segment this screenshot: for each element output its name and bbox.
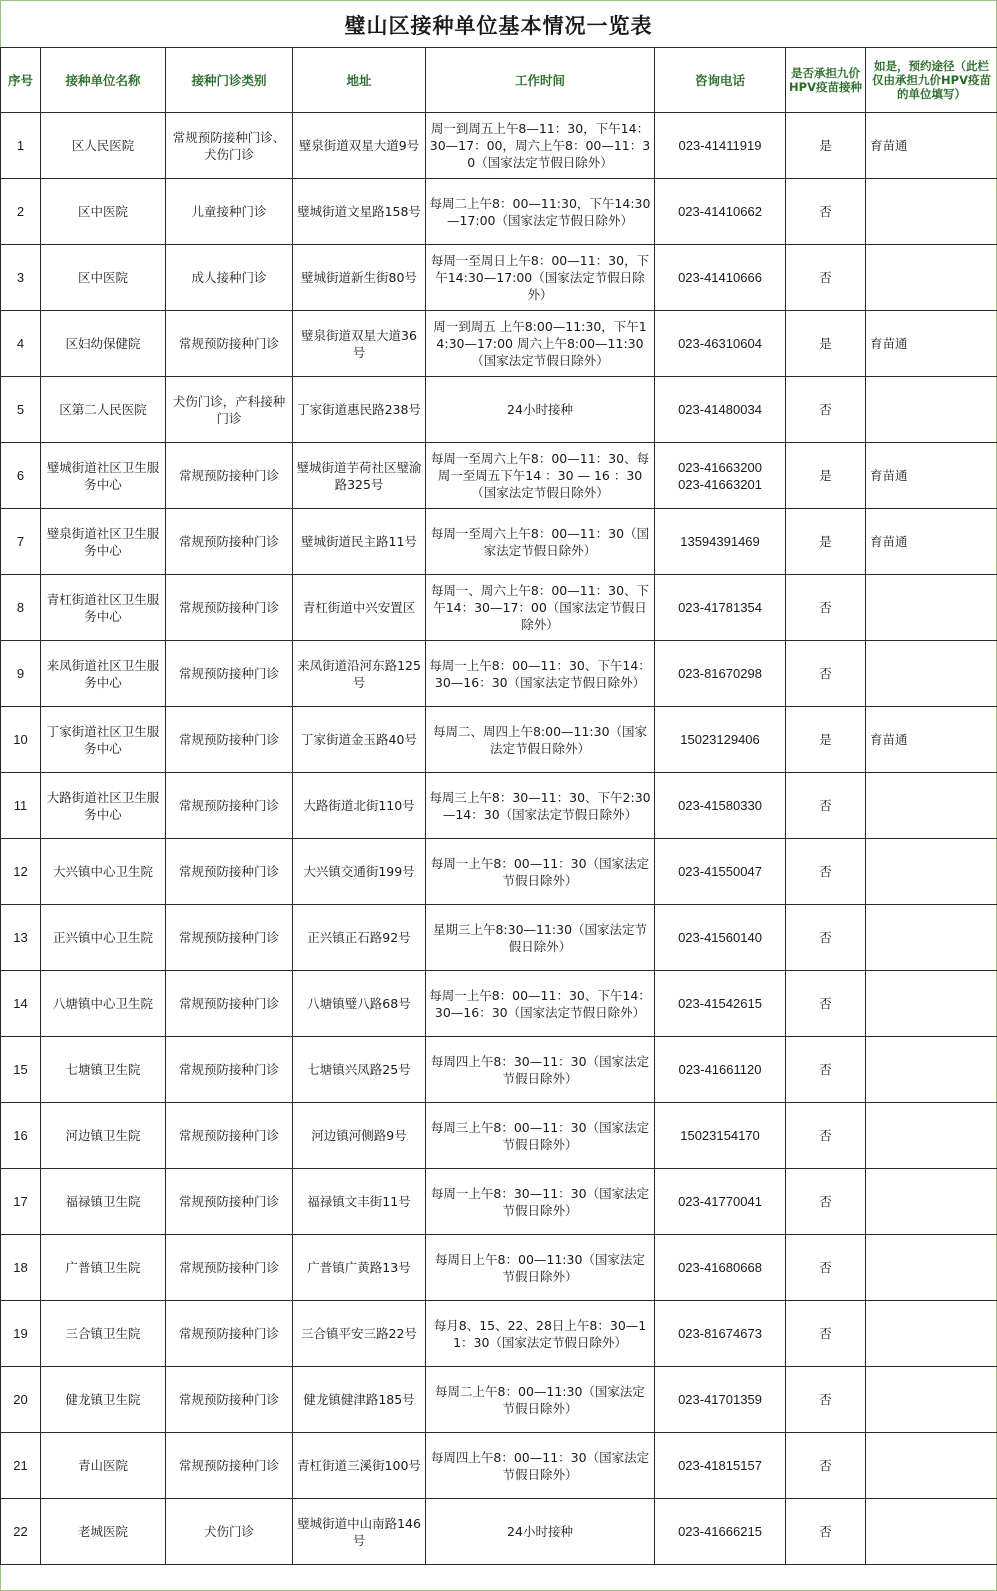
cell-hours: 星期三上午8:30—11:30（国家法定节假日除外） bbox=[426, 905, 655, 971]
cell-phone: 023-41410662 bbox=[655, 179, 786, 245]
cell-unit-name: 来凤街道社区卫生服务中心 bbox=[41, 641, 166, 707]
cell-hpv: 否 bbox=[786, 179, 866, 245]
cell-phone: 023-41770041 bbox=[655, 1169, 786, 1235]
cell-address: 璧泉街道双星大道36号 bbox=[293, 311, 426, 377]
cell-category: 常规预防接种门诊 bbox=[166, 641, 293, 707]
cell-no: 18 bbox=[1, 1235, 41, 1301]
cell-unit-name: 河边镇卫生院 bbox=[41, 1103, 166, 1169]
cell-unit-name: 七塘镇卫生院 bbox=[41, 1037, 166, 1103]
cell-booking bbox=[866, 1301, 997, 1367]
cell-hours: 每周三上午8：30—11：30、下午2:30—14：30（国家法定节假日除外） bbox=[426, 773, 655, 839]
cell-address: 正兴镇正石路92号 bbox=[293, 905, 426, 971]
cell-unit-name: 八塘镇中心卫生院 bbox=[41, 971, 166, 1037]
cell-booking bbox=[866, 971, 997, 1037]
cell-booking bbox=[866, 1103, 997, 1169]
cell-phone: 023-41480034 bbox=[655, 377, 786, 443]
cell-hpv: 否 bbox=[786, 839, 866, 905]
cell-phone: 023-41680668 bbox=[655, 1235, 786, 1301]
cell-category: 常规预防接种门诊 bbox=[166, 509, 293, 575]
cell-no: 14 bbox=[1, 971, 41, 1037]
cell-no: 8 bbox=[1, 575, 41, 641]
cell-unit-name: 三合镇卫生院 bbox=[41, 1301, 166, 1367]
cell-booking bbox=[866, 773, 997, 839]
header-address: 地址 bbox=[293, 48, 426, 113]
cell-hpv: 是 bbox=[786, 707, 866, 773]
cell-booking bbox=[866, 377, 997, 443]
cell-address: 三合镇平安三路22号 bbox=[293, 1301, 426, 1367]
cell-phone: 13594391469 bbox=[655, 509, 786, 575]
cell-no: 15 bbox=[1, 1037, 41, 1103]
cell-hours: 每周一至周六上午8：00—11：30（国家法定节假日除外） bbox=[426, 509, 655, 575]
cell-booking bbox=[866, 1499, 997, 1565]
cell-no: 19 bbox=[1, 1301, 41, 1367]
table-row bbox=[1, 509, 997, 575]
cell-booking: 育苗通 bbox=[866, 113, 997, 179]
cell-hpv: 否 bbox=[786, 1169, 866, 1235]
cell-hpv: 否 bbox=[786, 1499, 866, 1565]
cell-hpv: 否 bbox=[786, 575, 866, 641]
cell-booking: 育苗通 bbox=[866, 509, 997, 575]
cell-phone: 023-81674673 bbox=[655, 1301, 786, 1367]
cell-no: 16 bbox=[1, 1103, 41, 1169]
table-header-row bbox=[1, 48, 997, 113]
cell-hours: 周一到周五 上午8:00—11:30，下午14:30—17:00 周六上午8:00—11:30（国家法定节假日除外） bbox=[426, 311, 655, 377]
cell-no: 3 bbox=[1, 245, 41, 311]
cell-hours: 周一到周五上午8—11：30，下午14：30—17：00，周六上午8：00—11：30（国家法定节假日除外） bbox=[426, 113, 655, 179]
cell-booking bbox=[866, 905, 997, 971]
header-name: 接种单位名称 bbox=[41, 48, 166, 113]
table-row bbox=[1, 1103, 997, 1169]
cell-phone: 023-46310604 bbox=[655, 311, 786, 377]
cell-category: 成人接种门诊 bbox=[166, 245, 293, 311]
cell-category: 常规预防接种门诊 bbox=[166, 575, 293, 641]
cell-hours: 每周三上午8：00—11：30（国家法定节假日除外） bbox=[426, 1103, 655, 1169]
cell-address: 丁家街道惠民路238号 bbox=[293, 377, 426, 443]
cell-phone: 023-41411919 bbox=[655, 113, 786, 179]
cell-address: 八塘镇璧八路68号 bbox=[293, 971, 426, 1037]
cell-unit-name: 璧城街道社区卫生服务中心 bbox=[41, 443, 166, 509]
cell-address: 璧泉街道双星大道9号 bbox=[293, 113, 426, 179]
cell-category: 常规预防接种门诊 bbox=[166, 1367, 293, 1433]
header-phone: 咨询电话 bbox=[655, 48, 786, 113]
cell-address: 来凤街道沿河东路125号 bbox=[293, 641, 426, 707]
cell-category: 常规预防接种门诊 bbox=[166, 311, 293, 377]
cell-no: 12 bbox=[1, 839, 41, 905]
table-body bbox=[1, 113, 997, 1565]
cell-booking: 育苗通 bbox=[866, 311, 997, 377]
cell-hours: 每月8、15、22、28日上午8：30—11：30（国家法定节假日除外） bbox=[426, 1301, 655, 1367]
cell-booking bbox=[866, 1367, 997, 1433]
cell-hpv: 否 bbox=[786, 377, 866, 443]
cell-category: 常规预防接种门诊 bbox=[166, 707, 293, 773]
table-row bbox=[1, 1037, 997, 1103]
cell-hpv: 否 bbox=[786, 245, 866, 311]
cell-unit-name: 福禄镇卫生院 bbox=[41, 1169, 166, 1235]
cell-category: 常规预防接种门诊 bbox=[166, 1301, 293, 1367]
cell-no: 9 bbox=[1, 641, 41, 707]
cell-no: 2 bbox=[1, 179, 41, 245]
cell-booking bbox=[866, 179, 997, 245]
header-hours: 工作时间 bbox=[426, 48, 655, 113]
page-title: 璧山区接种单位基本情况一览表 bbox=[344, 13, 653, 38]
table-row bbox=[1, 179, 997, 245]
cell-address: 河边镇河侧路9号 bbox=[293, 1103, 426, 1169]
cell-unit-name: 丁家街道社区卫生服务中心 bbox=[41, 707, 166, 773]
cell-hpv: 否 bbox=[786, 1433, 866, 1499]
cell-phone: 023-41781354 bbox=[655, 575, 786, 641]
cell-unit-name: 区第二人民医院 bbox=[41, 377, 166, 443]
cell-no: 22 bbox=[1, 1499, 41, 1565]
cell-no: 6 bbox=[1, 443, 41, 509]
cell-hours: 每周一上午8：00—11：30（国家法定节假日除外） bbox=[426, 839, 655, 905]
cell-address: 璧城街道芋荷社区璧渝路325号 bbox=[293, 443, 426, 509]
table-row bbox=[1, 641, 997, 707]
cell-no: 17 bbox=[1, 1169, 41, 1235]
cell-address: 大兴镇交通街199号 bbox=[293, 839, 426, 905]
cell-address: 丁家街道金玉路40号 bbox=[293, 707, 426, 773]
cell-phone: 023-41663200 023-41663201 bbox=[655, 443, 786, 509]
cell-hpv: 是 bbox=[786, 113, 866, 179]
cell-phone: 023-41580330 bbox=[655, 773, 786, 839]
cell-address: 广普镇广黄路13号 bbox=[293, 1235, 426, 1301]
cell-hours: 每周四上午8：30—11：30（国家法定节假日除外） bbox=[426, 1037, 655, 1103]
cell-category: 常规预防接种门诊 bbox=[166, 1433, 293, 1499]
cell-hours: 每周一上午8：00—11：30、下午14：30—16：30（国家法定节假日除外） bbox=[426, 641, 655, 707]
cell-no: 5 bbox=[1, 377, 41, 443]
table-row bbox=[1, 1301, 997, 1367]
cell-address: 福禄镇文丰街11号 bbox=[293, 1169, 426, 1235]
cell-category: 常规预防接种门诊 bbox=[166, 443, 293, 509]
cell-phone: 023-41701359 bbox=[655, 1367, 786, 1433]
cell-address: 七塘镇兴凤路25号 bbox=[293, 1037, 426, 1103]
cell-no: 20 bbox=[1, 1367, 41, 1433]
cell-no: 11 bbox=[1, 773, 41, 839]
cell-phone: 023-41815157 bbox=[655, 1433, 786, 1499]
cell-category: 常规预防接种门诊 bbox=[166, 773, 293, 839]
cell-category: 常规预防接种门诊 bbox=[166, 905, 293, 971]
table-row bbox=[1, 971, 997, 1037]
cell-phone: 023-41560140 bbox=[655, 905, 786, 971]
cell-booking: 育苗通 bbox=[866, 707, 997, 773]
cell-phone: 023-41666215 bbox=[655, 1499, 786, 1565]
cell-hpv: 否 bbox=[786, 1301, 866, 1367]
cell-hpv: 否 bbox=[786, 905, 866, 971]
cell-category: 儿童接种门诊 bbox=[166, 179, 293, 245]
cell-address: 璧城街道文星路158号 bbox=[293, 179, 426, 245]
cell-hpv: 是 bbox=[786, 509, 866, 575]
cell-phone: 023-41550047 bbox=[655, 839, 786, 905]
cell-unit-name: 区中医院 bbox=[41, 245, 166, 311]
cell-address: 璧城街道新生街80号 bbox=[293, 245, 426, 311]
cell-hpv: 否 bbox=[786, 1037, 866, 1103]
table-row bbox=[1, 1499, 997, 1565]
cell-category: 常规预防接种门诊 bbox=[166, 971, 293, 1037]
vaccination-units-table bbox=[0, 47, 997, 1565]
cell-category: 常规预防接种门诊 bbox=[166, 1103, 293, 1169]
cell-address: 青杠街道三溪街100号 bbox=[293, 1433, 426, 1499]
header-category: 接种门诊类别 bbox=[166, 48, 293, 113]
cell-booking bbox=[866, 1235, 997, 1301]
cell-hours: 每周四上午8：00—11：30（国家法定节假日除外） bbox=[426, 1433, 655, 1499]
cell-address: 大路街道北街110号 bbox=[293, 773, 426, 839]
cell-hpv: 否 bbox=[786, 1103, 866, 1169]
cell-booking bbox=[866, 641, 997, 707]
cell-hours: 每周一、周六上午8：00—11：30、下午14：30—17：00（国家法定节假日除外） bbox=[426, 575, 655, 641]
cell-no: 13 bbox=[1, 905, 41, 971]
table-row bbox=[1, 1169, 997, 1235]
cell-no: 1 bbox=[1, 113, 41, 179]
cell-unit-name: 区人民医院 bbox=[41, 113, 166, 179]
cell-hours: 每周一上午8：00—11：30、下午14：30—16：30（国家法定节假日除外） bbox=[426, 971, 655, 1037]
cell-no: 4 bbox=[1, 311, 41, 377]
cell-unit-name: 健龙镇卫生院 bbox=[41, 1367, 166, 1433]
cell-hpv: 否 bbox=[786, 1235, 866, 1301]
cell-unit-name: 区妇幼保健院 bbox=[41, 311, 166, 377]
table-row bbox=[1, 1367, 997, 1433]
cell-category: 常规预防接种门诊 bbox=[166, 839, 293, 905]
cell-phone: 023-41661120 bbox=[655, 1037, 786, 1103]
header-booking: 如是，预约途径（此栏仅由承担九价HPV疫苗的单位填写） bbox=[866, 48, 997, 113]
cell-booking bbox=[866, 1169, 997, 1235]
cell-hours: 每周一至周六上午8：00—11：30、每周一至周五下午14 ：30 — 16 ：30（国家法定节假日除外） bbox=[426, 443, 655, 509]
table-row bbox=[1, 905, 997, 971]
cell-category: 常规预防接种门诊 bbox=[166, 1037, 293, 1103]
cell-address: 健龙镇健津路185号 bbox=[293, 1367, 426, 1433]
cell-category: 犬伤门诊 bbox=[166, 1499, 293, 1565]
cell-unit-name: 璧泉街道社区卫生服务中心 bbox=[41, 509, 166, 575]
cell-hours: 每周二上午8：00—11:30，下午14:30—17:00（国家法定节假日除外） bbox=[426, 179, 655, 245]
cell-booking bbox=[866, 1037, 997, 1103]
cell-unit-name: 正兴镇中心卫生院 bbox=[41, 905, 166, 971]
cell-booking bbox=[866, 839, 997, 905]
table-row bbox=[1, 839, 997, 905]
table-row bbox=[1, 773, 997, 839]
cell-unit-name: 大兴镇中心卫生院 bbox=[41, 839, 166, 905]
cell-hpv: 否 bbox=[786, 641, 866, 707]
table-row bbox=[1, 311, 997, 377]
header-no: 序号 bbox=[1, 48, 41, 113]
cell-hpv: 是 bbox=[786, 311, 866, 377]
table-row bbox=[1, 377, 997, 443]
cell-booking bbox=[866, 575, 997, 641]
cell-phone: 15023129406 bbox=[655, 707, 786, 773]
cell-booking bbox=[866, 1433, 997, 1499]
cell-unit-name: 老城医院 bbox=[41, 1499, 166, 1565]
cell-hpv: 否 bbox=[786, 971, 866, 1037]
cell-no: 10 bbox=[1, 707, 41, 773]
cell-no: 21 bbox=[1, 1433, 41, 1499]
cell-phone: 023-81670298 bbox=[655, 641, 786, 707]
cell-unit-name: 青山医院 bbox=[41, 1433, 166, 1499]
cell-phone: 15023154170 bbox=[655, 1103, 786, 1169]
cell-phone: 023-41542615 bbox=[655, 971, 786, 1037]
table-row bbox=[1, 707, 997, 773]
cell-unit-name: 青杠街道社区卫生服务中心 bbox=[41, 575, 166, 641]
table-row bbox=[1, 1235, 997, 1301]
cell-unit-name: 广普镇卫生院 bbox=[41, 1235, 166, 1301]
cell-no: 7 bbox=[1, 509, 41, 575]
cell-booking: 育苗通 bbox=[866, 443, 997, 509]
cell-unit-name: 区中医院 bbox=[41, 179, 166, 245]
cell-address: 璧城街道中山南路146号 bbox=[293, 1499, 426, 1565]
cell-hpv: 否 bbox=[786, 1367, 866, 1433]
cell-category: 犬伤门诊，产科接种门诊 bbox=[166, 377, 293, 443]
table-row bbox=[1, 575, 997, 641]
cell-booking bbox=[866, 245, 997, 311]
cell-hours: 每周二、周四上午8:00—11:30（国家法定节假日除外） bbox=[426, 707, 655, 773]
cell-hours: 每周日上午8：00—11:30（国家法定节假日除外） bbox=[426, 1235, 655, 1301]
cell-address: 璧城街道民主路11号 bbox=[293, 509, 426, 575]
cell-address: 青杠街道中兴安置区 bbox=[293, 575, 426, 641]
cell-hours: 每周一上午8：30—11：30（国家法定节假日除外） bbox=[426, 1169, 655, 1235]
cell-hpv: 否 bbox=[786, 773, 866, 839]
table-row bbox=[1, 443, 997, 509]
cell-hpv: 是 bbox=[786, 443, 866, 509]
table-row bbox=[1, 113, 997, 179]
cell-hours: 24小时接种 bbox=[426, 1499, 655, 1565]
table-row bbox=[1, 245, 997, 311]
cell-hours: 每周二上午8：00—11:30（国家法定节假日除外） bbox=[426, 1367, 655, 1433]
cell-hours: 每周一至周日上午8：00—11：30，下午14:30—17:00（国家法定节假日除外） bbox=[426, 245, 655, 311]
cell-phone: 023-41410666 bbox=[655, 245, 786, 311]
table-row bbox=[1, 1433, 997, 1499]
cell-category: 常规预防接种门诊、犬伤门诊 bbox=[166, 113, 293, 179]
cell-category: 常规预防接种门诊 bbox=[166, 1235, 293, 1301]
cell-unit-name: 大路街道社区卫生服务中心 bbox=[41, 773, 166, 839]
header-hpv: 是否承担九价HPV疫苗接种 bbox=[786, 48, 866, 113]
cell-hours: 24小时接种 bbox=[426, 377, 655, 443]
cell-category: 常规预防接种门诊 bbox=[166, 1169, 293, 1235]
